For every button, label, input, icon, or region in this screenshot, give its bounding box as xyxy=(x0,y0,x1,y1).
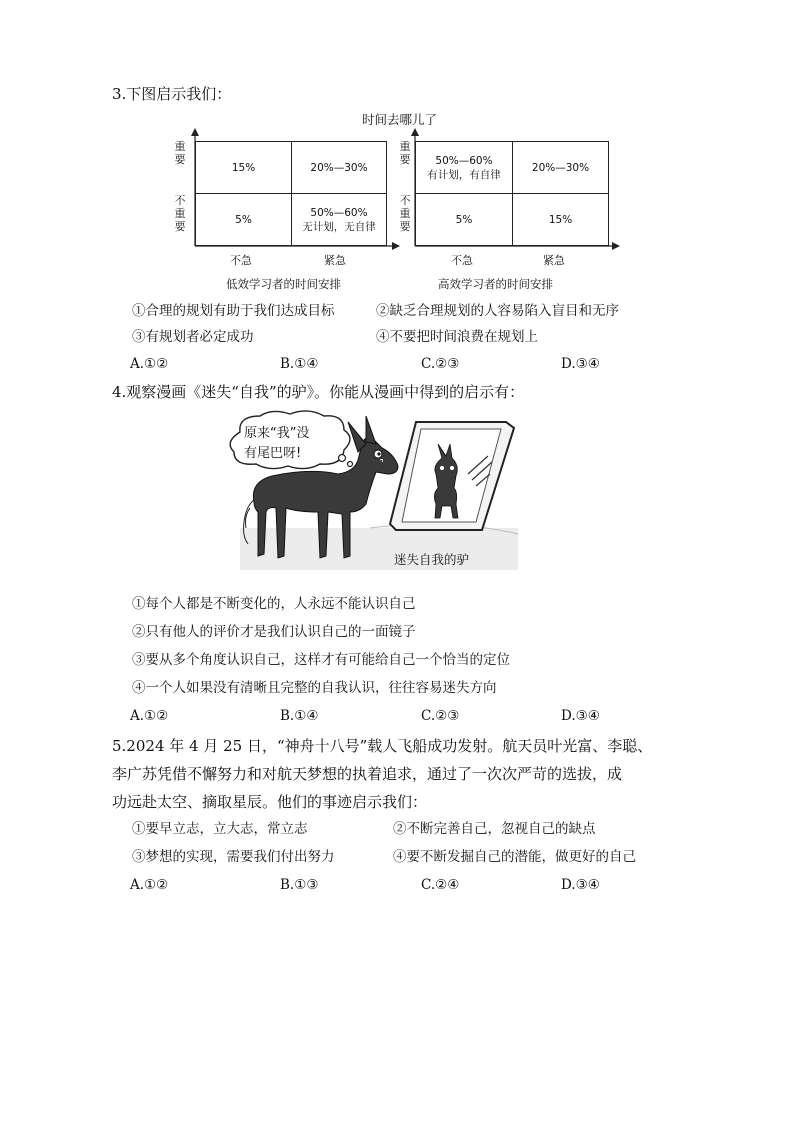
right-y-label-unimportant: 不 重 要 xyxy=(399,194,411,233)
left-matrix-caption: 低效学习者的时间安排 xyxy=(226,277,341,291)
left-cell-unimportant-not-urgent: 5% xyxy=(195,193,292,246)
q5-choice-b[interactable]: B.①③ xyxy=(280,877,319,893)
q5-option-1: ①要早立志，立大志，常立志 xyxy=(132,821,308,837)
q3-choice-a[interactable]: A.①② xyxy=(130,356,169,372)
left-cell-important-urgent: 20%—30% xyxy=(291,141,387,194)
q4-option-1: ①每个人都是不断变化的，人永远不能认识自己 xyxy=(132,596,416,612)
right-x-label-not-urgent: 不急 xyxy=(451,254,473,267)
right-cell-unimportant-urgent: 15% xyxy=(512,193,609,246)
question-5-stem: 5.2024 年 4 月 25 日，“神舟十八号”载人飞船成功发射。航天员叶光富、李聪、 李广苏凭借不懈努力和对航天梦想的执着追求，通过了一次次严苛的选拔，成 功远赴太空、摘取星辰。他们的事迹启示我们： xyxy=(112,737,653,811)
left-x-label-urgent: 紧急 xyxy=(324,254,346,267)
question-4-stem: 4.观察漫画《迷失“自我”的驴》。你能从漫画中得到的启示有： xyxy=(112,383,525,401)
left-y-label-unimportant: 不 重 要 xyxy=(174,194,186,233)
q4-option-3: ③要从多个角度认识自己，这样才有可能给自己一个恰当的定位 xyxy=(132,652,510,668)
q3-choice-d[interactable]: D.③④ xyxy=(561,356,600,372)
comic-caption: 迷失自我的驴 xyxy=(394,552,470,567)
left-y-label-important: 重 要 xyxy=(174,140,186,166)
right-matrix-caption: 高效学习者的时间安排 xyxy=(438,277,553,291)
left-cell-unimportant-urgent: 50%—60% 无计划，无自律 xyxy=(291,193,387,246)
right-x-label-urgent: 紧急 xyxy=(543,254,565,267)
question-3-stem: 3.下图启示我们： xyxy=(112,85,232,103)
q4-choice-c[interactable]: C.②③ xyxy=(421,708,460,724)
comic-lost-donkey xyxy=(220,408,520,572)
q4-choice-d[interactable]: D.③④ xyxy=(561,708,600,724)
q5-choice-d[interactable]: D.③④ xyxy=(561,877,600,893)
left-time-matrix xyxy=(170,128,400,278)
left-x-label-not-urgent: 不急 xyxy=(230,254,252,267)
q3-choice-c[interactable]: C.②③ xyxy=(421,356,460,372)
q5-option-4: ④要不断发掘自己的潜能，做更好的自己 xyxy=(393,849,636,865)
q5-choice-a[interactable]: A.①② xyxy=(130,877,169,893)
q3-option-4: ④不要把时间浪费在规划上 xyxy=(376,329,538,345)
right-y-label-important: 重 要 xyxy=(399,140,411,166)
q5-option-3: ③梦想的实现，需要我们付出努力 xyxy=(132,849,335,865)
q4-choice-a[interactable]: A.①② xyxy=(130,708,169,724)
q4-option-2: ②只有他人的评价才是我们认识自己的一面镜子 xyxy=(132,624,416,640)
q3-option-1: ①合理的规划有助于我们达成目标 xyxy=(132,303,335,319)
right-cell-important-not-urgent: 50%—60% 有计划，有自律 xyxy=(415,141,513,194)
q3-option-2: ②缺乏合理规划的人容易陷入盲目和无序 xyxy=(376,303,619,319)
q5-choice-c[interactable]: C.②④ xyxy=(421,877,460,893)
right-cell-unimportant-not-urgent: 5% xyxy=(415,193,513,246)
q4-choice-b[interactable]: B.①④ xyxy=(280,708,319,724)
q3-choice-b[interactable]: B.①④ xyxy=(280,356,319,372)
q4-option-4: ④一个人如果没有清晰且完整的自我认识，往往容易迷失方向 xyxy=(132,680,497,696)
q3-option-3: ③有规划者必定成功 xyxy=(132,329,254,345)
right-cell-important-urgent: 20%—30% xyxy=(512,141,609,194)
figure-title: 时间去哪儿了 xyxy=(362,112,438,127)
thought-bubble-text: 原来“我”没 有尾巴呀! xyxy=(244,426,310,461)
left-cell-important-not-urgent: 15% xyxy=(195,141,292,194)
right-time-matrix xyxy=(397,128,627,278)
q5-option-2: ②不断完善自己，忽视自己的缺点 xyxy=(393,821,596,837)
